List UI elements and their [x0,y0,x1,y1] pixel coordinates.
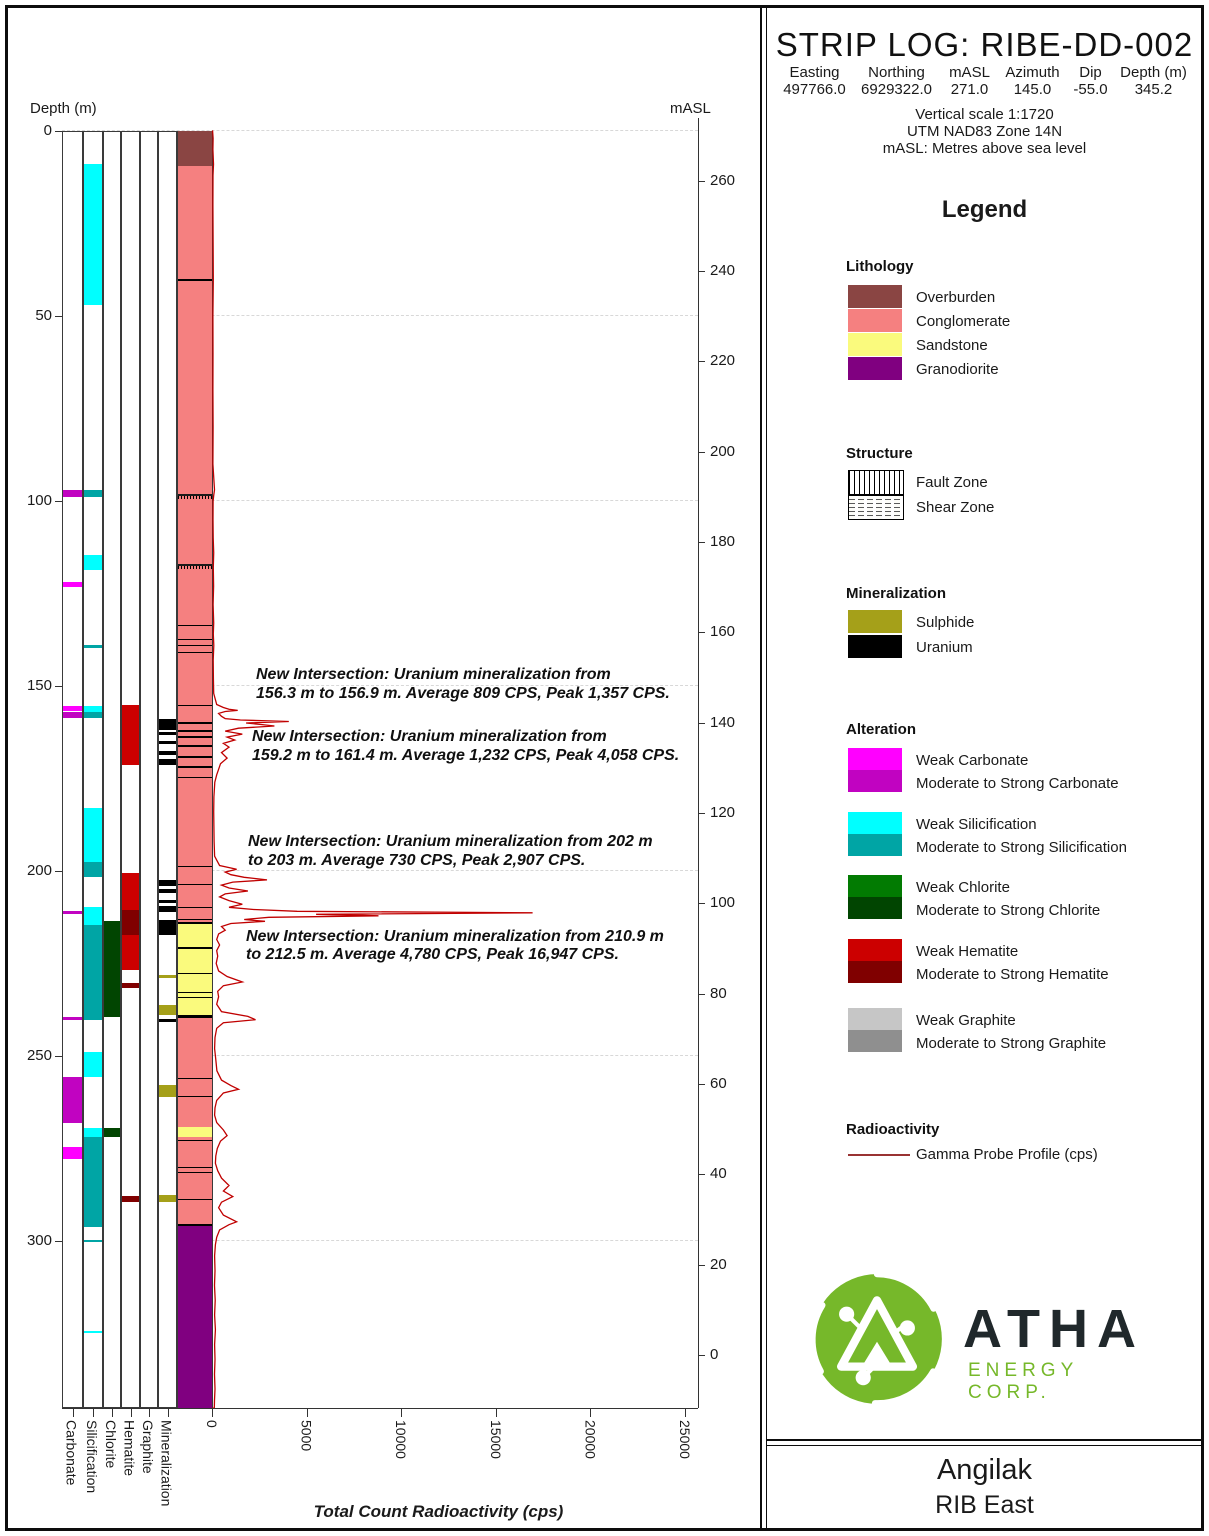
lithology-ticked-contact [178,566,212,569]
masl-tick [698,1084,705,1085]
info-panel [768,8,1201,1438]
gamma-tick-label: 0 [204,1420,220,1429]
lithology-conglomerate-interval [178,1172,212,1200]
footer-area-name: RIB East [935,1491,1034,1519]
legend-lithology-title: Lithology [846,258,914,275]
mineralization-uranium-interval [159,900,176,903]
gamma-tick [496,1408,497,1417]
legend-swatch-carbonate-weak [848,748,902,770]
legend-swatch-graphite-strong [848,1030,902,1052]
legend-label-silicification-strong: Moderate to Strong Silicification [916,839,1127,856]
annotation-line1: New Intersection: Uranium mineralization from 210.9 m [246,927,664,945]
silicification-interval [84,862,102,877]
depth-tick [55,1056,62,1057]
column-tick [112,1408,113,1417]
chlorite-interval [104,921,120,1017]
legend-label-silicification-weak: Weak Silicification [916,816,1037,833]
carbonate-interval [63,911,82,914]
lithology-conglomerate-interval [178,885,212,907]
carbonate-interval [63,1077,82,1123]
annotation-line2: to 203 m. Average 730 CPS, Peak 2,907 CPS. [248,852,586,870]
atha-logo-wordmark: ATHA [963,1299,1145,1359]
mineralization-sulphide-interval [159,1005,176,1015]
legend-swatch-shear-zone [848,495,904,520]
gamma-tick-label: 5000 [298,1420,315,1452]
lithology-conglomerate-interval [178,564,212,625]
mineralization-sulphide-interval [159,1085,176,1097]
lithology-internal-line [178,756,212,758]
masl-tick-label: 160 [710,623,736,641]
masl-axis-caption: mASL [670,100,711,117]
chlorite-column [103,131,121,1408]
lithology-internal-line [178,722,212,724]
hematite-interval [122,910,139,935]
column-tick [131,1408,132,1417]
hematite-interval [122,873,139,910]
legend-label-sandstone: Sandstone [916,337,988,354]
gamma-tick [307,1408,308,1417]
mineralization-column [158,131,177,1408]
collar-masl-value: 271.0 [950,81,989,98]
graphite-column [140,131,158,1408]
masl-tick-label: 140 [710,713,736,731]
legend-label-carbonate-weak: Weak Carbonate [916,752,1029,769]
masl-tick-label: 180 [710,533,736,551]
legend-swatch-chlorite-strong [848,897,902,919]
legend-label-hematite-weak: Weak Hematite [916,943,1019,960]
lithology-conglomerate-interval [178,1016,212,1078]
legend-swatch-hematite-strong [848,961,902,983]
legend-label-conglomerate: Conglomerate [916,313,1011,330]
silicification-interval [84,1052,102,1077]
legend-swatch-sandstone [848,333,902,356]
map-notes [768,106,1201,157]
lithology-sandstone-interval [178,947,212,973]
masl-tick [698,1355,705,1356]
footer-project-name: Angilak [936,1454,1033,1486]
mineralization-sulphide-interval [159,975,176,978]
carbonate-interval [63,1147,82,1159]
note-utm-zone: UTM NAD83 Zone 14N [906,123,1063,140]
masl-tick-label: 80 [710,984,727,1002]
carbonate-interval [63,582,82,587]
masl-tick [698,181,705,182]
collar-depth [1115,64,1193,98]
annotation-line1: New Intersection: Uranium mineralization from [256,666,611,684]
lithology-conglomerate-interval [178,279,212,494]
depth-tick-label: 300 [26,1232,52,1249]
gamma-tick [590,1408,591,1417]
legend-structure-title: Structure [846,445,913,462]
gamma-tick [212,1408,213,1417]
lithology-internal-line [178,766,212,768]
lithology-conglomerate-interval [178,625,212,640]
masl-tick [698,1265,705,1266]
legend-label-hematite-strong: Moderate to Strong Hematite [916,966,1109,983]
collar-northing [853,64,941,98]
masl-tick [698,813,705,814]
collar-masl [941,64,999,98]
annotation-line2: to 212.5 m. Average 4,780 CPS, Peak 16,947 CPS. [246,946,619,964]
intersection-annotation-1 [256,666,716,704]
mineralization-sulphide-interval [159,1195,176,1202]
column-tick [168,1408,169,1417]
masl-tick [698,361,705,362]
legend-label-chlorite-strong: Moderate to Strong Chlorite [916,902,1101,919]
collar-easting-value: 497766.0 [783,81,846,98]
legend-swatch-silicification-weak [848,812,902,834]
lithology-internal-line [178,736,212,738]
masl-tick-label: 200 [710,442,736,460]
collar-dip [1067,64,1115,98]
hematite-interval [122,983,139,988]
collar-easting [777,64,853,98]
collar-azimuth-label: Azimuth [1005,64,1060,81]
masl-tick [698,632,705,633]
collar-dip-label: Dip [1079,64,1102,81]
annotation-line1: New Intersection: Uranium mineralization from [252,728,607,746]
gamma-tick-label: 15000 [487,1420,504,1460]
carbonate-interval [63,1017,82,1020]
atha-logo-subtitle: ENERGY CORP. [968,1360,1078,1403]
atha-logo [808,1268,1168,1413]
legend-label-overburden: Overburden [916,289,996,306]
legend-label-chlorite-weak: Weak Chlorite [916,879,1010,896]
masl-tick-label: 60 [710,1075,727,1093]
masl-tick-label: 40 [710,1165,727,1183]
mineralization-uranium-interval [159,889,176,893]
panel-separator-line-inner [766,8,767,1528]
gamma-tick [685,1408,686,1417]
column-label-chlorite: Chlorite [103,1420,119,1469]
annotation-line2: 156.3 m to 156.9 m. Average 809 CPS, Peak 1,357 CPS. [256,685,670,703]
atha-logo-icon [808,1270,946,1408]
lithology-sandstone-interval [178,1127,212,1137]
masl-tick [698,271,705,272]
collar-northing-value: 6929322.0 [861,81,932,98]
legend-swatch-hematite-weak [848,939,902,961]
collar-easting-label: Easting [789,64,840,81]
annotation-line1: New Intersection: Uranium mineralization from 202 m [248,833,653,851]
legend-swatch-carbonate-strong [848,770,902,792]
mineralization-uranium-interval [159,751,176,755]
intersection-annotation-3 [248,833,708,871]
legend-radioactivity-title: Radioactivity [846,1121,940,1138]
collar-northing-label: Northing [868,64,925,81]
depth-tick [55,871,62,872]
lithology-conglomerate-interval [178,1140,212,1168]
silicification-interval [84,1240,102,1243]
gamma-tick-label: 25000 [677,1420,693,1460]
collar-depth-label: Depth (m) [1120,64,1187,81]
gamma-profile-curve [212,131,685,1411]
depth-tick [55,501,62,502]
gamma-tick [401,1408,402,1417]
footer-separator-line [766,1439,1201,1441]
depth-tick-label: 0 [43,122,52,139]
gamma-axis-title: Total Count Radioactivity (cps) [313,1502,564,1522]
collar-depth-value: 345.2 [1134,81,1173,98]
lithology-conglomerate-interval [178,1078,212,1097]
column-tick [73,1408,74,1417]
mineralization-uranium-interval [159,732,176,735]
intersection-annotation-2 [252,728,712,766]
footer-separator-line-inner [766,1445,1201,1446]
legend-label-graphite-weak: Weak Graphite [916,1012,1016,1029]
collar-dip-value: -55.0 [1073,81,1108,98]
masl-tick-label: 120 [710,804,736,822]
annotation-line2: 159.2 m to 161.4 m. Average 1,232 CPS, Peak 4,058 CPS. [252,747,680,765]
collar-azimuth-value: 145.0 [1013,81,1052,98]
silicification-interval [84,555,102,570]
mineralization-uranium-interval [159,741,176,744]
legend-swatch-chlorite-weak [848,875,902,897]
silicification-interval [84,490,102,497]
mineralization-uranium-interval [159,906,176,912]
silicification-interval [84,907,102,925]
lithology-sandstone-interval [178,997,212,1016]
silicification-interval [84,925,102,1020]
depth-tick-label: 200 [26,862,52,879]
legend-swatch-uranium [848,635,902,658]
legend-label-graphite-strong: Moderate to Strong Graphite [916,1035,1107,1052]
column-label-graphite: Graphite [140,1420,156,1474]
intersection-annotation-4 [246,928,706,966]
depth-tick [55,686,62,687]
masl-tick [698,452,705,453]
lithology-conglomerate-interval [178,1097,212,1127]
masl-tick-label: 240 [710,262,736,280]
note-vertical-scale: Vertical scale 1:1720 [915,106,1054,123]
hematite-interval [122,935,139,970]
legend-alteration-title: Alteration [846,721,917,738]
silicification-interval [84,1331,102,1333]
masl-tick-label: 0 [710,1346,719,1364]
lithology-sandstone-interval [178,922,212,947]
lithology-conglomerate-interval [178,494,212,564]
masl-tick-label: 260 [710,171,736,189]
lithology-conglomerate-interval [178,645,212,653]
column-label-hematite: Hematite [121,1420,138,1477]
depth-tick [55,316,62,317]
legend-label-gamma-profile: Gamma Probe Profile (cps) [916,1146,1098,1163]
mineralization-uranium-interval [159,920,176,935]
depth-tick-label: 250 [26,1047,52,1064]
silicification-interval [84,164,102,305]
collar-azimuth [999,64,1067,98]
lithology-conglomerate-interval [178,907,212,920]
column-label-mineralization: Mineralization [158,1420,175,1507]
lithology-conglomerate-interval [178,866,212,885]
panel-separator-line [760,8,762,1528]
silicification-interval [84,1137,102,1227]
hematite-interval [122,705,139,765]
mineralization-uranium-interval [159,880,176,886]
depth-tick [55,1241,62,1242]
masl-tick-label: 100 [710,894,736,912]
masl-tick [698,1174,705,1175]
hematite-column [121,131,140,1408]
depth-tick-label: 50 [35,307,52,324]
gamma-tick-label: 10000 [393,1420,410,1460]
legend-label-uranium: Uranium [916,639,973,656]
legend-label-carbonate-strong: Moderate to Strong Carbonate [916,775,1119,792]
lithology-conglomerate-interval [178,653,212,705]
legend-label-sulphide: Sulphide [916,614,975,631]
lithology-internal-line [178,730,212,732]
hematite-interval [122,1196,139,1202]
legend-swatch-conglomerate [848,309,902,332]
masl-tick [698,994,705,995]
legend-mineralization-title: Mineralization [846,585,947,602]
column-label-carbonate: Carbonate [63,1420,80,1486]
legend-label-shear-zone: Shear Zone [916,499,995,516]
depth-tick [55,131,62,132]
depth-tick-label: 150 [26,677,52,694]
note-masl: mASL: Metres above sea level [882,140,1087,157]
silicification-interval [84,645,102,648]
chlorite-interval [104,1128,120,1137]
legend-swatch-graphite-weak [848,1008,902,1030]
gamma-axis-line [62,1408,698,1409]
depth-tick-label: 100 [26,492,52,509]
legend-label-fault-zone: Fault Zone [916,474,988,491]
masl-tick [698,723,705,724]
masl-tick-label: 220 [710,352,736,370]
lithology-ticked-contact [178,496,212,499]
mineralization-uranium-interval [159,759,176,765]
legend-swatch-overburden [848,285,902,308]
lithology-overburden-interval [178,131,212,166]
silicification-interval [84,808,102,862]
collar-masl-label: mASL [949,64,990,81]
silicification-interval [84,712,102,718]
mineralization-uranium-interval [159,1019,176,1022]
legend-label-granodiorite: Granodiorite [916,361,999,378]
lithology-conglomerate-interval [178,778,212,866]
legend-swatch-fault-zone [848,470,904,495]
column-tick [93,1408,94,1417]
page-title: STRIP LOG: RIBE-DD-002 [775,26,1194,63]
masl-tick [698,542,705,543]
carbonate-column [62,131,83,1408]
legend-swatch-silicification-strong [848,834,902,856]
gamma-line-icon [848,1154,910,1156]
lithology-conglomerate-interval [178,1200,212,1224]
masl-tick-label: 20 [710,1255,727,1273]
silicification-interval [84,1128,102,1137]
legend-swatch-sulphide [848,610,902,633]
column-tick [149,1408,150,1417]
depth-axis-caption: Depth (m) [30,100,97,117]
column-label-silicification: Silicification [84,1420,100,1494]
collar-info-table [768,64,1201,99]
mineralization-uranium-interval [159,719,176,730]
lithology-conglomerate-interval [178,166,212,279]
lithology-granodiorite-interval [178,1224,212,1408]
carbonate-interval [63,712,82,718]
gamma-tick-label: 20000 [582,1420,599,1460]
carbonate-interval [63,706,82,711]
lithology-sandstone-interval [178,973,212,993]
lithology-internal-line [178,745,212,747]
legend-title: Legend [941,196,1028,223]
masl-tick [698,903,705,904]
carbonate-interval [63,490,82,497]
legend-swatch-granodiorite [848,357,902,380]
